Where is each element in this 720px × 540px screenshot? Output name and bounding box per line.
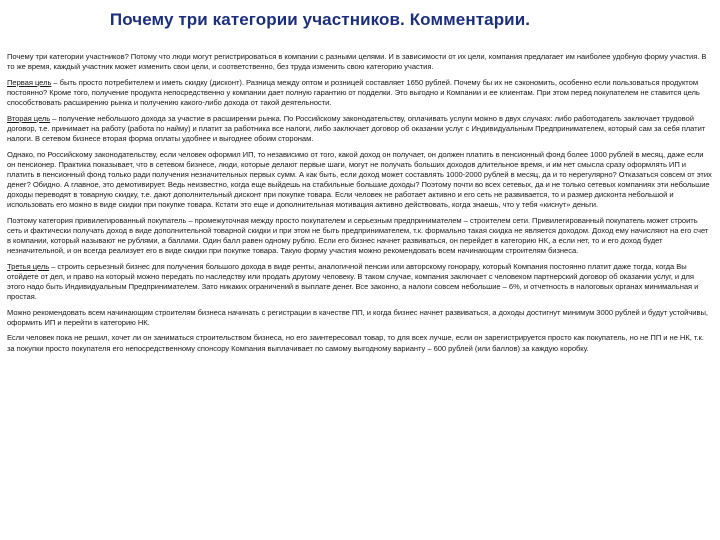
paragraph-text: Если человек пока не решил, хочет ли он заниматься строительством бизнеса, но его заинтересовал товар, то для всех лучше, если он зарегистрируется просто как покупатель, но не ПП и не НК, т.к. за покупки просто покупателя его непосредственному спонсору Компания выплачивает по самому выгодному варианту – 600 рублей (или баллов) за каждую коробку. (7, 333, 704, 353)
page-title: Почему три категории участников. Комментарии. (109, 10, 531, 29)
paragraph-text: Поэтому категория привилегированный покупатель – промежуточная между просто покупателем и серьезным предпринимателем – строителем сети. Привилегированный покупатель может строить сеть и фактически получать доход в виде дополнительной товарной скидки и при этом не быть предпринимателем, т.к. формально такая скидка не является доходом. Доход ему начисляют на его счет в компании, который называют не рублями, а баллами. Один балл равен одному рублю. Если его бизнес начнет развиваться, он перейдет в категорию НК, а если нет, то и его доход будет незначительной, и он всегда реализует его в виде скидки при покупке товара. Такую форму участия можно рекомендовать всем начинающим строителям бизнеса. (7, 215, 709, 255)
paragraph (7, 333, 713, 353)
paragraph (7, 216, 713, 256)
paragraph-text: – получение небольшого дохода за участие в расширении рынка. По Российскому законодательству, оплачивать услуги можно в двух случаях: либо работодатель заключает трудовой договор, т.е. принимает на работу (работа по найму) и платит за работника все налоги, либо заключает договор об оказании услуг с Индивидуальным Предпринимателем, который сам за себя платит налоги. В сетевом бизнесе вторая форма оплаты удобнее и выгоднее обоим сторонам. (7, 113, 706, 143)
paragraph (7, 262, 713, 302)
paragraph (7, 78, 713, 108)
goal-heading-third: Третья цель (7, 261, 50, 271)
slide-body (7, 52, 713, 359)
goal-heading-first: Первая цель (7, 77, 52, 87)
paragraph (7, 150, 713, 211)
paragraph (7, 114, 713, 144)
paragraph-text: – строить серьезный бизнес для получения большого дохода в виде ренты, аналогичной пенсии или авторскому гонорару, который Компания постоянно платит даже тогда, когда Вы отойдете от дел, и право на который можно передать по наследству или продать другому человеку. В таком случае, компания заключает с человеком партнерский договор об оказании услуг, и для этого надо быть Индивидуальным Предпринимателем. Зато никаких ограничений в выплате денег. Все законно, а налоги совсем небольшие – 6%, и отчетность в налоговых органах минимальная и простая. (7, 261, 699, 301)
goal-heading-second: Вторая цель (7, 113, 51, 123)
paragraph-text: – быть просто потребителем и иметь скидку (дисконт). Разница между оптом и розницей составляет 1650 рублей. Почему бы их не сэкономить, особенно если пользоваться продуктом постоянно? Кроме того, получение продукта непосредственно у компании дает полную гарантию от подделки. Это выгодно и Компании и ее клиентам. При этом перед покупателем не ставится цель способствовать расширению рынка и получению какого-либо дохода от такой деятельности. (7, 77, 700, 107)
paragraph-text: Можно рекомендовать всем начинающим строителям бизнеса начинать с регистрации в качестве ПП, и когда бизнес начнет развиваться, а доходы достигнут минимум 3000 рублей и будут устойчивы, оформить ИП и перейти в категорию НК. (7, 307, 708, 327)
paragraph (7, 52, 713, 72)
paragraph-text: Однако, по Российскому законодательству, если человек оформил ИП, то независимо от того, какой доход он получает, он должен платить в пенсионный фонд более 1000 рублей в месяц, даже если он пенсионер. Практика показывает, что в сетевом бизнесе, люди, которые делают первые шаги, могут не получать больших доходов длительное время, и им нет смысла сразу оформлять ИП и платить в пенсионный фонд только ради получения незначительных первых сумм. А как быть, если доход может составлять 1000-2000 рублей в месяц, да и то нерегулярно? Отказаться совсем от этих денег? Обидно. А главное, это демотивирует. Ведь неизвестно, когда еще выйдешь на стабильные большие доходы? Поэтому почти во всех сетевых, да и не только сетевых компаниях эти небольшие доходы переводят в товарную скидку, т.е. дают дополнительный дисконт при покупке товара. Если человек не работает активно и его сеть не развивается, то и размер дисконта небольшой и использовать его можно в виде скидки при покупке товара. Кстати это еще и дополнительная мотивация активно действовать, когда знаешь, что у тебя «киснут» деньги. (7, 149, 712, 209)
paragraph (7, 308, 713, 328)
paragraph-text: Почему три категории участников? Потому что люди могут регистрироваться в компании с разными целями. И в зависимости от их цели, компания предлагает им наиболее удобную форму участия. В то же время, каждый участник может изменить свои цели, и соответственно, без труда изменить свою категорию участия. (7, 52, 707, 72)
